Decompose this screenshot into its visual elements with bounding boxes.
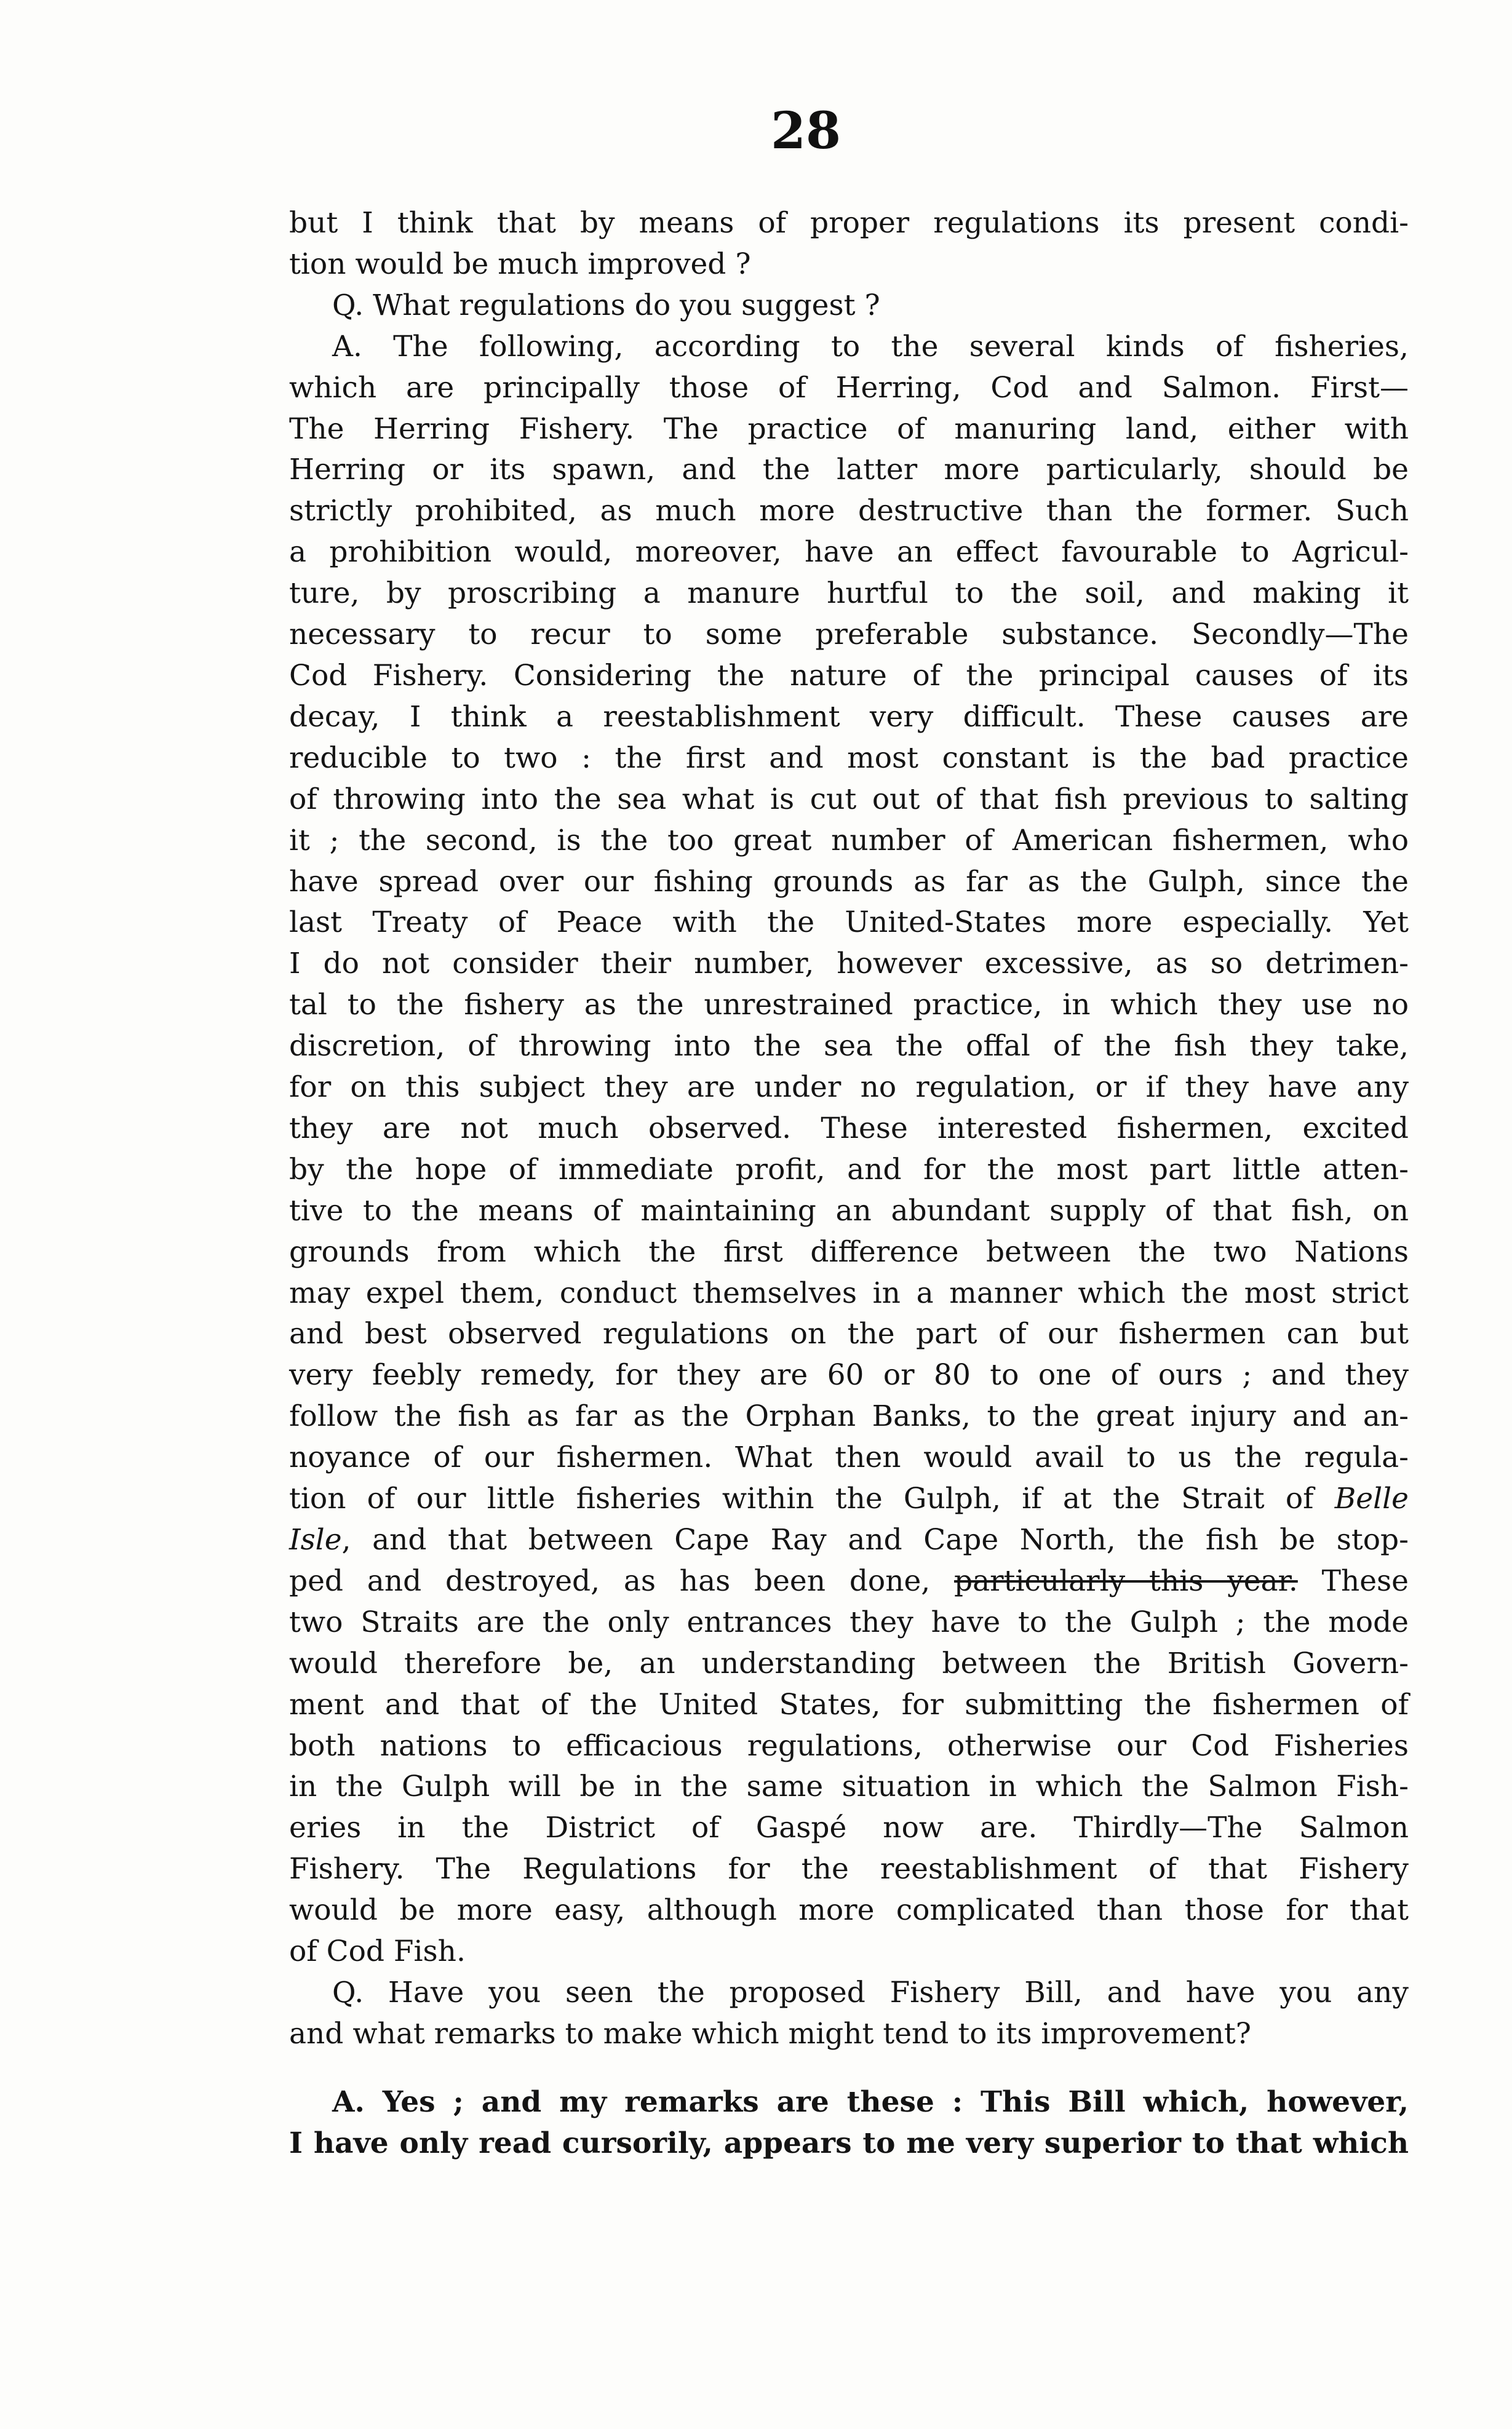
text-line: very feebly remedy, for they are 60 or 80 to one of ours ; and they [289,1358,1409,1393]
text-line: but I think that by means of proper regulations its present condi- [289,206,1409,240]
text-line: Q. What regulations do you suggest ? [332,288,880,322]
struck-text: particularly this year. [954,1564,1298,1598]
text-segment: tion of our little fisheries within the Gulph, if at the Strait of [289,1482,1314,1516]
text-segment: ped and destroyed, as has been done, [289,1564,931,1598]
text-line: for on this subject they are under no regulation, or if they have any [289,1070,1409,1105]
text-line: tal to the fishery as the unrestrained practice, in which they use no [289,988,1409,1022]
text-line: in the Gulph will be in the same situation in which the Salmon Fish- [289,1770,1409,1804]
text-line: follow the fish as far as the Orphan Banks, to the great injury and an- [289,1399,1409,1434]
text-line: necessary to recur to some preferable substance. Secondly—The [289,618,1409,652]
text-line: Q. Have you seen the proposed Fishery Bill, and have you any [332,1975,1409,2010]
text-line: A. The following, according to the several kinds of fisheries, [332,329,1409,364]
text-line: reducible to two : the first and most constant is the bad practice [289,741,1409,775]
text-segment: , and that between Cape Ray and Cape North, the fish be stop- [341,1523,1409,1557]
text-line: would therefore be, an understanding between the British Govern- [289,1646,1409,1680]
text-line: they are not much observed. These interested fishermen, excited [289,1111,1409,1145]
text-line: eries in the District of Gaspé now are. Thirdly—The Salmon [289,1811,1409,1845]
text-line: of Cod Fish. [289,1934,466,1969]
text-line: I have only read cursorily, appears to me very superior to that which [289,2126,1409,2160]
text-line: may expel them, conduct themselves in a manner which the most strict [289,1276,1409,1310]
text-line: of throwing into the sea what is cut out of that fish previous to salting [289,782,1409,816]
text-line: and best observed regulations on the part of our fishermen can but [289,1317,1409,1351]
text-line: ture, by proscribing a manure hurtful to the soil, and making it [289,576,1409,611]
text-line: Cod Fishery. Considering the nature of the principal causes of its [289,658,1409,693]
text-line: which are principally those of Herring, Cod and Salmon. First— [289,370,1409,405]
text-line: Herring or its spawn, and the latter more particularly, should be [289,453,1409,487]
text-line: noyance of our fishermen. What then would avail to us the regula- [289,1441,1409,1475]
text-line: grounds from which the first difference between the two Nations [289,1234,1409,1269]
text-line: two Straits are the only entrances they have to the Gulph ; the mode [289,1605,1409,1639]
text-line: by the hope of immediate profit, and for the most part little atten- [289,1152,1409,1187]
text-line: both nations to efficacious regulations, otherwise our Cod Fisheries [289,1728,1409,1763]
body-text [289,203,1409,2165]
text-line: tion would be much improved ? [289,247,751,281]
text-line: tive to the means of maintaining an abundant supply of that fish, on [289,1193,1409,1228]
text-line: last Treaty of Peace with the United-States more especially. Yet [289,905,1409,940]
text-segment: These [1321,1564,1409,1598]
text-line [289,1561,1409,1602]
text-line [289,1520,1409,1561]
text-line: discretion, of throwing into the sea the offal of the fish they take, [289,1029,1409,1063]
text-line: The Herring Fishery. The practice of manuring land, either with [289,411,1409,446]
text-line: it ; the second, is the too great number of American fishermen, who [289,823,1409,857]
text-line: a prohibition would, moreover, have an effect favourable to Agricul- [289,535,1409,570]
text-line [289,1479,1409,1520]
text-line: have spread over our fishing grounds as far as the Gulph, since the [289,864,1409,899]
page-number: 28 [770,101,842,161]
text-line: ment and that of the United States, for submitting the fishermen of [289,1687,1409,1722]
text-line: decay, I think a reestablishment very difficult. These causes are [289,699,1409,734]
text-line: I do not consider their number, however excessive, as so detrimen- [289,947,1409,981]
italic-place-name: Isle [289,1523,342,1557]
text-line: and what remarks to make which might tend to its improvement? [289,2016,1251,2051]
text-line: Fishery. The Regulations for the reestablishment of that Fishery [289,1852,1409,1886]
text-line: would be more easy, although more complicated than those for that [289,1893,1409,1928]
text-line: strictly prohibited, as much more destructive than the former. Such [289,494,1409,528]
italic-place-name: Belle [1334,1482,1409,1516]
text-line: A. Yes ; and my remarks are these : This Bill which, however, [332,2085,1409,2119]
paragraph-gap [289,2055,1409,2082]
